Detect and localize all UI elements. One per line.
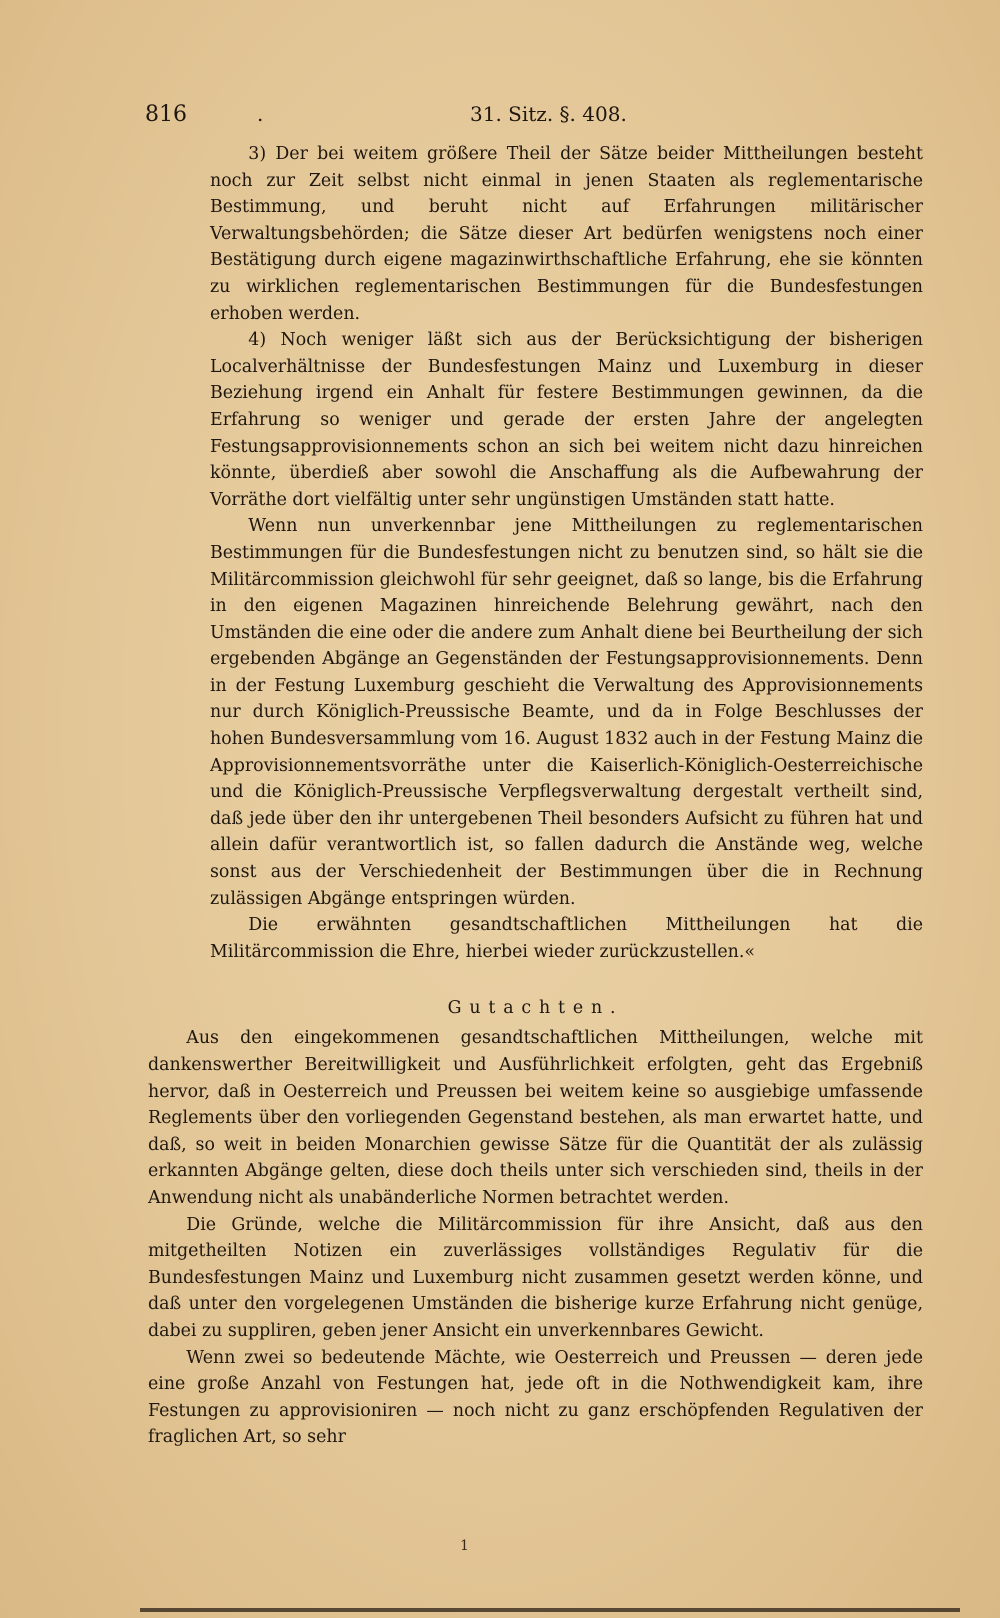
running-head: 31. Sitz. §. 408. [470,102,627,126]
gutachten-paragraph-1: Aus den eingekommenen gesandtschaftlichen Mittheilungen, welche mit dankenswerther Bereitwilligkeit und Ausführlichkeit erfolgten, geht das Ergebniß hervor, daß in Oesterreich und Preussen bei weitem keine so ausgiebige umfassende Reglements über den vorliegenden Gegenstand bestehen, als man erwartet hatte, und daß, so weit in beiden Monarchien gewisse Sätze für die Quantität der als zulässig erkannten Abgänge gelten, diese doch theils unter sich verschieden sind, theils in der Anwendung nicht als unabänderliche Normen betrachtet werden. [148,1028,923,1208]
signature-mark: 1 [460,1538,469,1554]
quoted-paragraph-conclusion: Wenn nun unverkennbar jene Mittheilungen zu reglementarischen Bestimmungen für die Bundesfestungen nicht zu benutzen sind, so hält sie die Militärcommission gleichwohl für sehr geeignet, daß so lange, bis die Erfahrung in den eigenen Magazinen hinreichende Belehrung gewährt, nach den Umständen die eine oder die andere zum Anhalt diene bei Beurtheilung der sich ergebenden Abgänge an Gegenständen der Festungsapprovisionnements. Denn in der Festung Luxemburg geschieht die Verwaltung des Approvisionnements nur durch Königlich-Preussische Beamte, und da in Folge Beschlusses der hohen Bundesversammlung vom 16. August 1832 auch in der Festung Mainz die Approvisionnementsvorräthe unter die Kaiserlich-Königlich-Oesterreichische und die Königlich-Preussische Verpflegsverwaltung dergestalt vertheilt sind, daß jede über den ihr untergebenen Theil besonders Aufsicht zu führen hat und allein dafür verantwortlich ist, so fallen dadurch die Anstände weg, welche sonst aus der Verschiedenheit der Bestimmungen über die in Rechnung zulässigen Abgänge entspringen würden. [210,516,923,909]
page-number: 816 [145,102,187,127]
gutachten-paragraph-2: Die Gründe, welche die Militärcommission für ihre Ansicht, daß aus den mitgetheilten Notizen ein zuverlässiges vollständiges Regulativ für die Bundesfestungen Mainz und Luxemburg nicht zusammen gesetzt werden könne, und daß unter den vorgelegenen Umständen die bisherige kurze Erfahrung nicht genüge, dabei zu suppliren, geben jener Ansicht ein unverkennbares Gewicht. [148,1214,923,1341]
header-dot: . [257,102,264,126]
quoted-paragraph-closing: Die erwähnten gesandtschaftlichen Mittheilungen hat die Militärcommission die Ehre, hierbei wieder zurückzustellen.« [210,915,923,962]
body-text [148,141,923,1451]
quoted-paragraph-4: 4) Noch weniger läßt sich aus der Berücksichtigung der bisherigen Localverhältnisse der Bundesfestungen Mainz und Luxemburg in dieser Beziehung irgend ein Anhalt für festere Bestimmungen gewinnen, da die Erfahrung so weniger und gerade der ersten Jahre der angelegten Festungsapprovisionnements schon an sich bei weitem nicht dazu hinreichen könnte, überdieß aber sowohl die Anschaffung als die Aufbewahrung der Vorräthe dort vielfältig unter sehr ungünstigen Umständen statt hatte. [210,330,923,510]
quoted-paragraph-3: 3) Der bei weitem größere Theil der Sätze beider Mittheilungen besteht noch zur Zeit selbst nicht einmal in jenen Staaten als reglementarische Bestimmung, und beruht nicht auf Erfahrungen militärischer Verwaltungsbehörden; die Sätze dieser Art bedürfen wenigstens noch einer Bestätigung durch eigene magazinwirthschaftliche Erfahrung, ehe sie könnten zu wirklichen reglementarischen Bestimmungen für die Bundesfestungen erhoben werden. [210,144,923,324]
section-heading-gutachten: Gutachten. [447,998,624,1019]
gutachten-paragraph-3: Wenn zwei so bedeutende Mächte, wie Oesterreich und Preussen — deren jede eine große Anzahl von Festungen hat, jede oft in die Nothwendigkeit kam, ihre Festungen zu approvisioniren — noch nicht zu ganz erschöpfenden Regulativen der fraglichen Art, so sehr [148,1347,923,1448]
page-bottom-edge [140,1608,960,1612]
page-header [145,102,845,132]
